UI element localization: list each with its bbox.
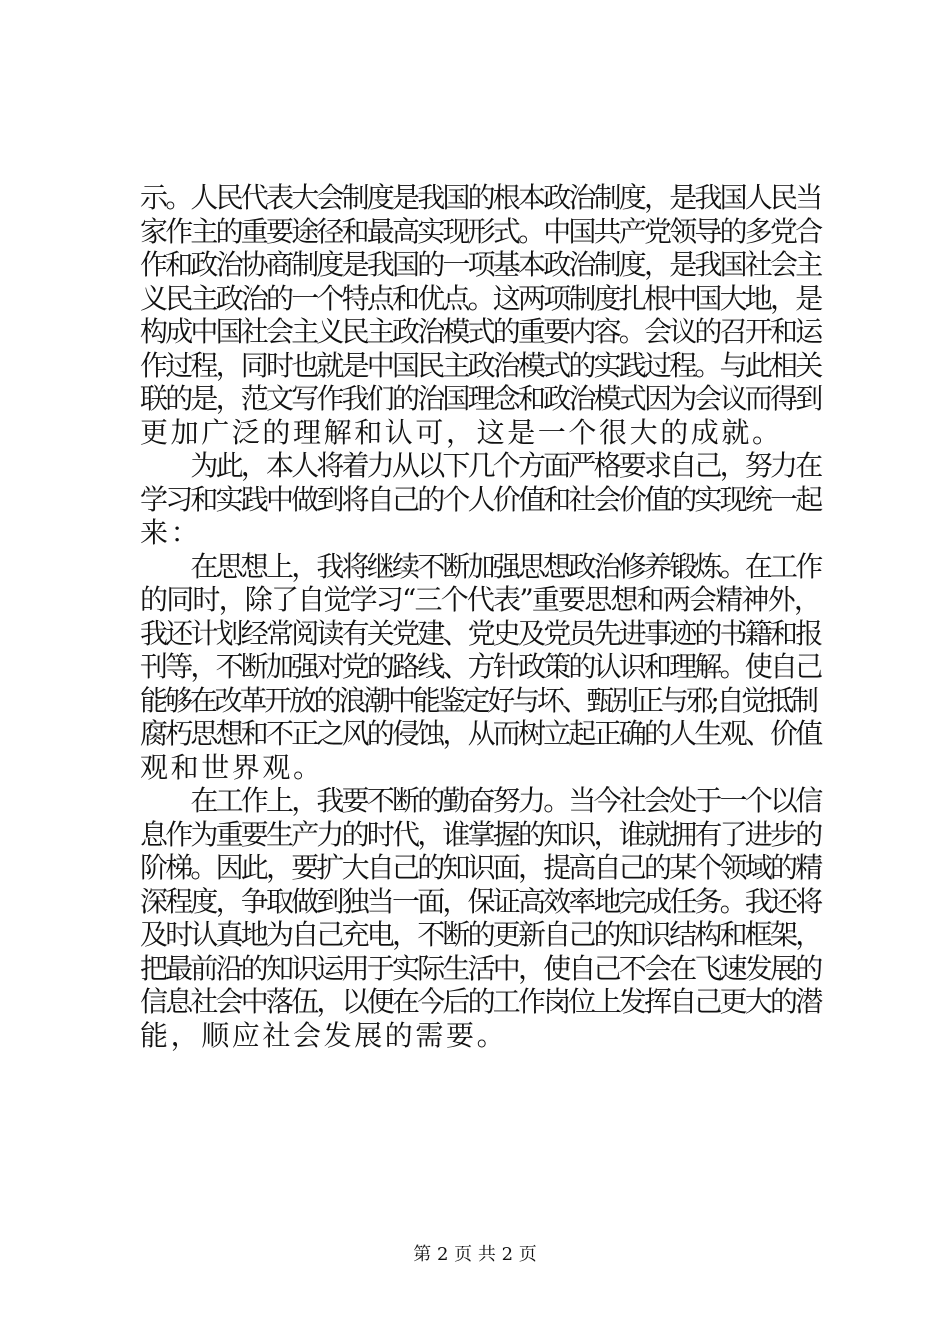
text-line: 在工作上，我要不断的勤奋努力。当今社会处于一个以信 <box>140 784 821 817</box>
text-line: 示。人民代表大会制度是我国的根本政治制度，是我国人民当 <box>140 181 821 214</box>
text-line: 及时认真地为自己充电，不断的更新自己的知识结构和框架， <box>140 918 821 951</box>
text-line: 把最前沿的知识运用于实际生活中，使自己不会在飞速发展的 <box>140 951 821 985</box>
text-line: 更加广泛的理解和认可，这是一个很大的成就。 <box>140 415 783 449</box>
text-line: 信息社会中落伍，以便在今后的工作岗位上发挥自己更大的潜 <box>140 985 821 1018</box>
text-line: 作过程，同时也就是中国民主政治模式的实践过程。与此相关 <box>140 348 821 382</box>
page-footer: 第 2 页 共 2 页 <box>413 1244 537 1265</box>
text-line: 能，顺应社会发展的需要。 <box>140 1018 508 1052</box>
text-line: 深程度，争取做到独当一面，保证高效率地完成任务。我还将 <box>140 884 821 918</box>
text-line: 息作为重要生产力的时代，谁掌握的知识，谁就拥有了进步的 <box>140 817 821 851</box>
text-line: 阶梯。因此，要扩大自己的知识面，提高自己的某个领域的精 <box>140 851 821 884</box>
text-line: 腐朽思想和不正之风的侵蚀，从而树立起正确的人生观、价值 <box>140 717 821 750</box>
text-line: 能够在改革开放的浪潮中能鉴定好与坏、甄别正与邪;自觉抵制 <box>140 683 816 717</box>
text-line: 联的是，范文写作我们的治国理念和政治模式因为会议而得到 <box>140 382 821 415</box>
text-line: 的同时，除了自觉学习“三个代表”重要思想和两会精神外， <box>140 583 821 616</box>
text-line: 构成中国社会主义民主政治模式的重要内容。会议的召开和运 <box>140 315 821 348</box>
text-line: 观和世界观。 <box>140 750 324 784</box>
text-line: 为此，本人将着力从以下几个方面严格要求自己，努力在 <box>140 449 821 482</box>
text-line: 我还计划经常阅读有关党建、党史及党员先进事迹的书籍和报 <box>140 616 821 650</box>
text-line: 在思想上，我将继续不断加强思想政治修养锻炼。在工作 <box>140 549 821 583</box>
text-line: 刊等，不断加强对党的路线、方针政策的认识和理解。使自己 <box>140 650 821 683</box>
text-line: 学习和实践中做到将自己的个人价值和社会价值的实现统一起 <box>140 482 821 516</box>
text-line: 作和政治协商制度是我国的一项基本政治制度，是我国社会主 <box>140 248 821 281</box>
text-line: 义民主政治的一个特点和优点。这两项制度扎根中国大地，是 <box>140 281 821 315</box>
text-line: 来： <box>140 516 202 549</box>
text-line: 家作主的重要途径和最高实现形式。中国共产党领导的多党合 <box>140 214 821 248</box>
